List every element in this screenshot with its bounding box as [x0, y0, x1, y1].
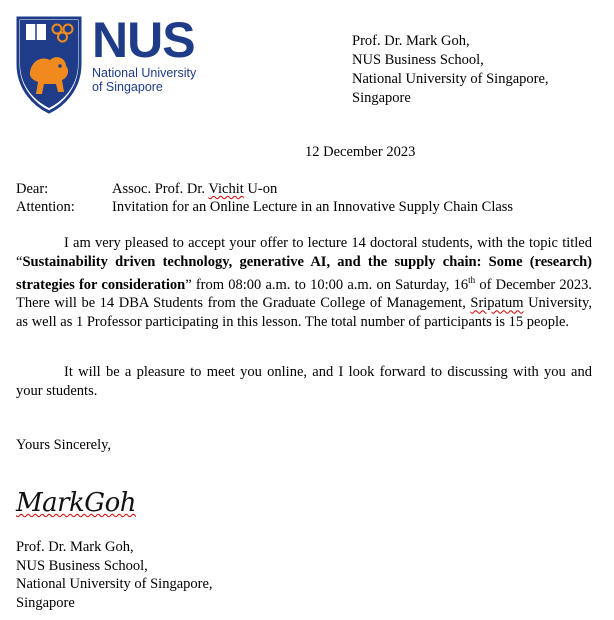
body-paragraph-1: I am very pleased to accept your offer to lecture 14 doctoral students, with the topic titled “Sustainability driven technology, generative AI, and the supply chain: Some (research) strategies for consideration” from 08:00 a.m. to 10:00 a.m. on Saturday, 16th of December 2023. There will be 14 DBA Students from the Graduate College of Management, Sripatum University, as well as 1 Professor participating in this lesson. The total number of participants is 15 people. [16, 235, 592, 330]
sender-address [352, 32, 549, 108]
university-name: Sripatum [470, 295, 524, 312]
body-paragraph-2: It will be a pleasure to meet you online, and I look forward to discussing with you and your students. [16, 364, 592, 399]
nus-logo [16, 14, 206, 120]
sender-country: Singapore [352, 90, 411, 106]
dear-line [16, 180, 576, 198]
attention-subject: Invitation for an Online Lecture in an Innovative Supply Chain Class [112, 199, 514, 215]
closing-salutation: Yours Sincerely, [16, 437, 112, 453]
signoff-university: National University of Singapore, [16, 576, 213, 592]
signature: MarkGoh [16, 488, 136, 518]
signoff-country: Singapore [16, 594, 75, 611]
nus-wordmark: NUS [92, 12, 195, 68]
logo-line-1: National University [92, 66, 197, 80]
sender-name: Prof. Dr. Mark Goh, [352, 33, 470, 49]
signoff-address [16, 538, 213, 612]
recipient-first-name: Vichit [208, 181, 244, 197]
signoff-school: NUS Business School, [16, 557, 148, 574]
dear-label: Dear: [16, 181, 49, 197]
lecture-title: Sustainability driven technology, generative AI, and the supply chain: Some (research) strategies for consideration [16, 253, 592, 293]
attention-label: Attention: [16, 199, 75, 215]
nus-crest-icon [16, 16, 82, 114]
recipient-name: Assoc. Prof. Dr. Vichit U-on [112, 181, 278, 197]
signoff-name: Prof. Dr. Mark Goh, [16, 539, 134, 555]
logo-line-2: of Singapore [92, 80, 163, 94]
sender-university: National University of Singapore, [352, 71, 549, 87]
letter-date: 12 December 2023 [305, 144, 416, 160]
sender-school: NUS Business School, [352, 52, 484, 68]
ordinal-suffix: th [468, 275, 476, 285]
attention-line [16, 198, 596, 216]
